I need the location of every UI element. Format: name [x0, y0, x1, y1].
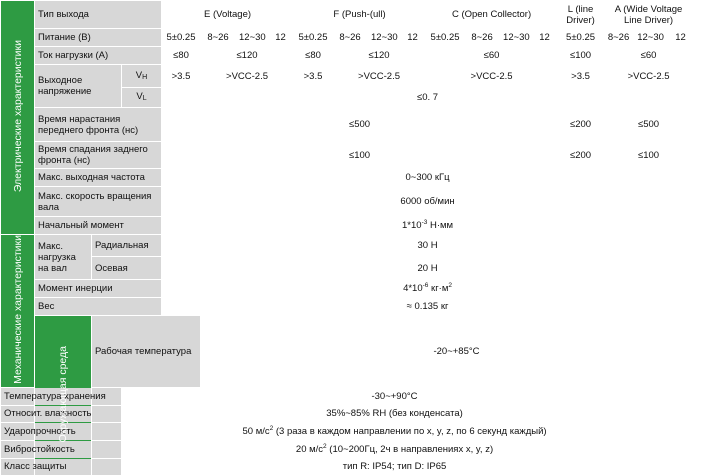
section-environment-label: Окружающая среда: [57, 345, 69, 443]
shock-main: 50 м/с: [242, 425, 270, 437]
axial-value: 20 Н: [162, 257, 694, 280]
vl-sub: L: [142, 95, 147, 102]
label-fall-time: Время спадания заднего фронта (нс): [35, 142, 162, 169]
max-freq-value: 0~300 кГц: [162, 169, 694, 187]
load-a: ≤60: [604, 47, 694, 65]
load-c: ≤60: [426, 47, 558, 65]
power-e-1: 5±0.25: [162, 29, 201, 47]
label-shock: Ударопрочность: [1, 422, 122, 440]
load-l: ≤100: [558, 47, 604, 65]
power-e-2: 8~26: [201, 29, 236, 47]
vh-a: >VCC-2.5: [604, 65, 694, 88]
label-inertia: Момент инерции: [35, 280, 162, 298]
load-f-2: ≤120: [333, 47, 426, 65]
shock-rest: (3 раза в каждом направлении по x, y, z, по 6 секунд каждый): [273, 425, 547, 437]
section-electrical-label: Электрические характеристики: [11, 39, 24, 193]
power-a-2: 12~30: [634, 29, 668, 47]
label-max-speed: Макс. скорость вращения вала: [35, 187, 162, 217]
power-c-1: 5±0.25: [426, 29, 465, 47]
protection-value: тип R: IP54; тип D: IP65: [122, 458, 668, 475]
humidity-value: 35%~85% RH (без конденсата): [122, 405, 668, 422]
start-torque-base: 1*10: [402, 220, 422, 231]
storage-temp-value: -30~+90°C: [122, 387, 668, 405]
label-axial: Осевая: [92, 257, 162, 280]
label-rise-time: Время нарастания переднего фронта (нс): [35, 108, 162, 142]
vh-e-1: >3.5: [162, 65, 201, 88]
label-vibration: Вибростойкость: [1, 440, 122, 458]
label-max-load: Макс. нагрузка на вал: [35, 235, 92, 280]
power-c-4: 12: [532, 29, 558, 47]
label-start-torque: Начальный момент: [35, 217, 162, 235]
vh-base: V: [135, 69, 143, 81]
power-c-2: 8~26: [465, 29, 500, 47]
label-vh: [122, 65, 162, 88]
label-radial: Радиальная: [92, 235, 162, 257]
power-f-2: 8~26: [333, 29, 368, 47]
fall-a: ≤100: [604, 142, 694, 169]
rise-main: ≤500: [162, 108, 558, 142]
label-max-freq: Макс. выходная частота: [35, 169, 162, 187]
weight-value: ≈ 0.135 кг: [162, 298, 694, 316]
output-type-c: C (Open Collector): [426, 1, 558, 29]
label-load-current: Ток нагрузки (А): [35, 47, 162, 65]
rise-a: ≤500: [604, 108, 694, 142]
output-type-a: A (Wide Voltage Line Driver): [604, 1, 694, 29]
vh-c: >VCC-2.5: [426, 65, 558, 88]
rise-l: ≤200: [558, 108, 604, 142]
vibration-value: [122, 440, 668, 458]
vh-f-1: >3.5: [294, 65, 333, 88]
vh-sub: H: [142, 73, 148, 81]
vibration-exp: 2: [323, 442, 327, 450]
power-c-3: 12~30: [500, 29, 532, 47]
op-temp-value: -20~+85°C: [201, 316, 713, 388]
output-type-e: E (Voltage): [162, 1, 294, 29]
inertia-value: [162, 280, 694, 298]
inertia-unit-exp: 2: [448, 282, 452, 289]
load-f-1: ≤80: [294, 47, 333, 65]
label-vl: [122, 88, 162, 108]
label-output-type: Тип выхода: [35, 1, 162, 29]
power-e-3: 12~30: [236, 29, 268, 47]
power-a-1: 8~26: [604, 29, 634, 47]
radial-value: 30 Н: [162, 235, 694, 257]
power-f-3: 12~30: [368, 29, 400, 47]
vh-l: >3.5: [558, 65, 604, 88]
start-torque-unit: Н·мм: [427, 220, 454, 231]
inertia-unit: кг·м: [428, 283, 449, 294]
section-electrical: [1, 1, 35, 235]
label-protection: Класс защиты: [1, 458, 122, 475]
label-storage-temp: Температура хранения: [1, 387, 122, 405]
power-e-4: 12: [268, 29, 294, 47]
section-mechanical: [1, 235, 35, 388]
vibration-main: 20 м/с: [295, 443, 324, 455]
vibration-rest: (10~200Гц, 2ч в направлениях x, y, z): [326, 443, 494, 455]
power-f-4: 12: [400, 29, 426, 47]
start-torque-value: [162, 217, 694, 235]
start-torque-exp: -3: [421, 219, 428, 226]
load-e-1: ≤80: [162, 47, 201, 65]
power-l-1: 5±0.25: [558, 29, 604, 47]
fall-l: ≤200: [558, 142, 604, 169]
label-op-temp: Рабочая температура: [92, 316, 201, 388]
label-power: Питание (В): [35, 29, 162, 47]
load-e-2: ≤120: [201, 47, 294, 65]
output-type-f: F (Push-(ull): [294, 1, 426, 29]
output-type-l: L (line Driver): [558, 1, 604, 29]
power-a-3: 12: [668, 29, 694, 47]
vl-value: ≤0. 7: [162, 88, 694, 108]
inertia-exp: -6: [422, 282, 429, 289]
label-weight: Вес: [35, 298, 162, 316]
power-f-1: 5±0.25: [294, 29, 333, 47]
fall-main: ≤100: [162, 142, 558, 169]
vl-base: V: [136, 91, 143, 102]
vh-e-2: >VCC-2.5: [201, 65, 294, 88]
inertia-base: 4*10: [403, 283, 423, 294]
section-mechanical-label: Механические характеристики: [11, 235, 24, 384]
max-speed-value: 6000 об/мин: [162, 187, 694, 217]
vh-f-2: >VCC-2.5: [333, 65, 426, 88]
shock-value: [122, 422, 668, 440]
shock-exp: 2: [269, 424, 274, 432]
label-output-voltage: Выходное напряжение: [35, 65, 122, 108]
label-humidity: Относит. влажность: [1, 405, 122, 422]
